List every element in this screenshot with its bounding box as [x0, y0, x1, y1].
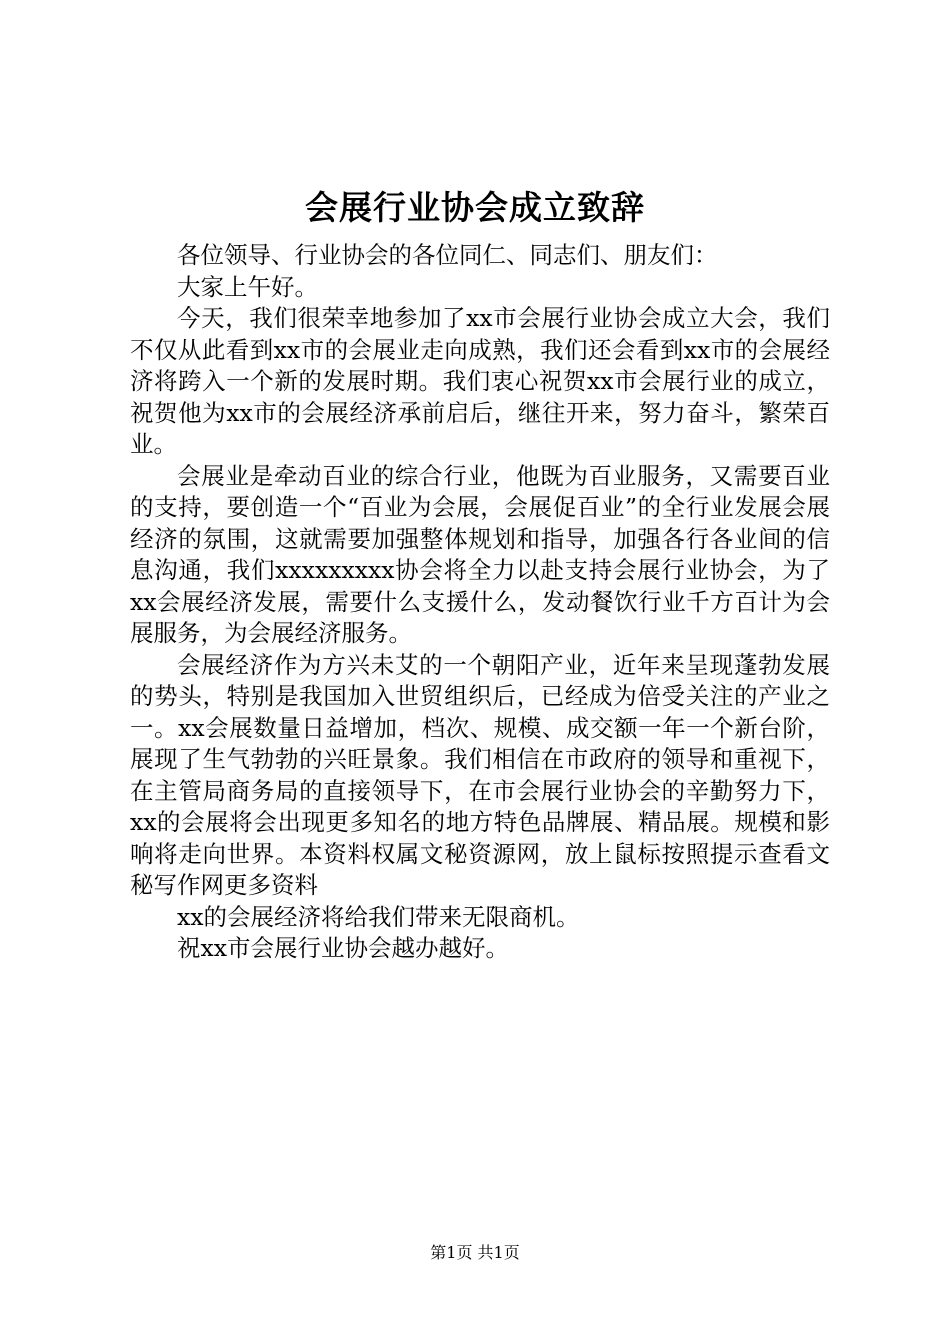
document-title: 会展行业协会成立致辞	[305, 188, 645, 227]
paragraph-greeting: 各位领导、行业协会的各位同仁、同志们、朋友们：	[177, 241, 718, 269]
paragraph-economy-outlook: 会展经济作为方兴未艾的一个朝阳产业，近年来呈现蓬勃发展的势头，特别是我国加入世贸组织后，已经成为倍受关注的产业之一。xx会展数量日益增加，档次、规模、成交额一年一个新台阶，展现了生气勃勃的兴旺景象。我们相信在市政府的领导和重视下，在主管局商务局的直接领导下，在市会展行业协会的辛勤努力下，xx的会展将会出现更多知名的地方特色品牌展、精品展。规模和影响将走向世界。本资料权属文秘资源网，放上鼠标按照提示查看文秘写作网更多资料	[130, 650, 830, 899]
page-number-footer: 第1页 共1页	[430, 1243, 520, 1262]
paragraph-industry-support: 会展业是牵动百业的综合行业，他既为百业服务，又需要百业的支持，要创造一个“百业为会展，会展促百业”的全行业发展会展经济的氛围，这就需要加强整体规划和指导，加强各行各业间的信息沟通，我们xxxxxxxxx协会将全力以赴支持会展行业协会，为了xx会展经济发展，需要什么支援什么，发动餐饮行业千方百计为会展服务，为会展经济服务。	[130, 461, 830, 647]
paragraph-good-morning: 大家上午好。	[177, 272, 318, 301]
paragraph-opportunity: xx的会展经济将给我们带来无限商机。	[177, 902, 580, 931]
paragraph-congratulation: 今天，我们很荣幸地参加了xx市会展行业协会成立大会，我们不仅从此看到xx市的会展业走向成熟，我们还会看到xx市的会展经济将跨入一个新的发展时期。我们衷心祝贺xx市会展行业的成立，祝贺他为xx市的会展经济承前启后，继往开来，努力奋斗，繁荣百业。	[130, 304, 830, 458]
document-body	[130, 240, 830, 965]
paragraph-closing-wish: 祝xx市会展行业协会越办越好。	[177, 934, 510, 962]
